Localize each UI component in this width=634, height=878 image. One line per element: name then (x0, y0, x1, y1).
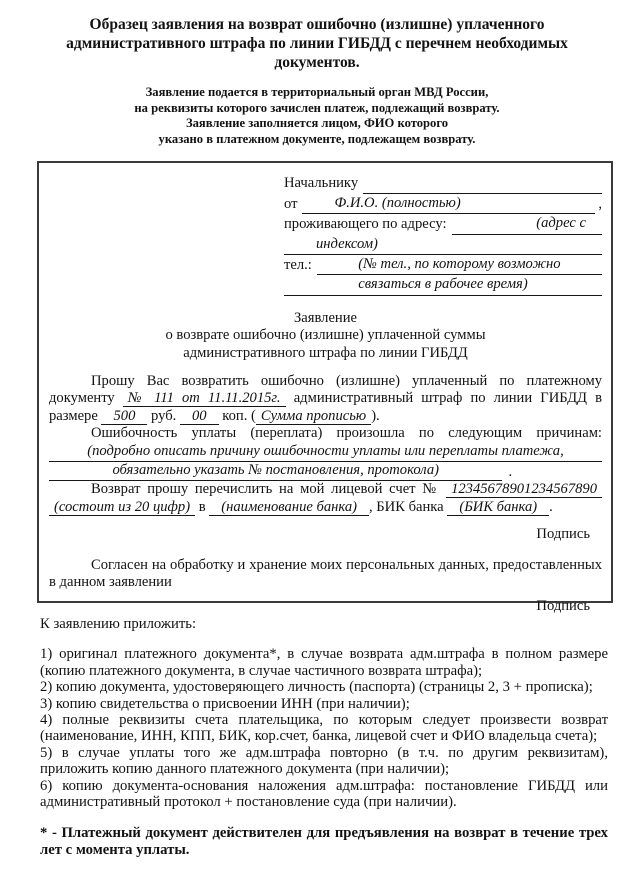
addressee-block (284, 174, 602, 295)
attachment-item: 5) в случае уплаты того же адм.штрафа повторно (в т.ч. по другим реквизитам), приложить копию данного платежного документа (при наличии); (40, 744, 608, 778)
addressee-chief-line (284, 174, 602, 193)
reason-paragraph: Ошибочность уплаты (переплата) произошла по следующим причинам: (91, 425, 602, 442)
reason-blank-line1 (49, 443, 602, 462)
attachment-item: 3) копию свидетельства о присвоении ИНН (при наличии); (40, 695, 410, 712)
attachment-item: 4) полные реквизиты счета плательщика, по которым следует произвести возврат (наименование, ИНН, КПП, БИК, кор.счет, банка, лицевой счет и ФИО владельца счета); (40, 712, 608, 745)
instruction-note (0, 85, 634, 147)
validity-footnote: * - Платежный документ действителен для предъявления на возврат в течение трех лет с момента уплаты. (40, 825, 608, 859)
title-line: документов. (274, 54, 360, 71)
attachment-item: 6) копию документа-основания наложения адм.штрафа: постановление ГИБДД или административный протокол + постановление суда (при наличии). (40, 777, 608, 811)
account-number-blank: 12345678901234567890 (446, 481, 602, 498)
from-line-comma: , (598, 195, 602, 212)
title-line: административного штрафа по линии ГИБДД с перечнем необходимых (66, 35, 568, 52)
phone-blank-2: связаться в рабочее время) (284, 275, 602, 295)
address-blank-2: индексом) (284, 235, 602, 255)
request-text: ). (371, 407, 380, 424)
request-text: административный штраф по линии ГИБДД в размере (49, 390, 602, 424)
attachment-item: 1) оригинал платежного документа*, в случае возврата адм.штрафа в полном размере (копию платежного документа, в случае частичного возврата штрафа); (40, 646, 608, 679)
attachment-item: 2) копию документа, удостоверяющего личность (паспорта) (страницы 2, 3 + прописка); (40, 679, 593, 696)
payment-doc-ref-blank: № 111 от 11.11.2015г. (123, 390, 286, 407)
application-form-box (37, 161, 613, 615)
consent-paragraph: Согласен на обработку и хранение моих персональных данных, предоставленных в данном заявлении (49, 556, 602, 591)
address-label: проживающего по адресу: (284, 216, 447, 233)
transfer-text: , БИК банка (369, 498, 444, 515)
addressee-from-line (284, 194, 602, 214)
note-line: на реквизиты которого зачислен платеж, подлежащий возврату. (134, 100, 500, 115)
addressee-phone-line (284, 255, 602, 275)
amount-kop-blank: 00 (180, 408, 219, 425)
reason-blank: (подробно описать причину ошибочности уплаты или переплаты платежа, (49, 443, 602, 462)
attachments-section (40, 616, 608, 810)
amount-words-blank: Сумма прописью (256, 408, 371, 425)
transfer-text: в (198, 498, 206, 515)
reason-period: . (508, 464, 513, 481)
addressee-phone-line2 (284, 275, 602, 295)
phone-label: тел.: (284, 257, 312, 273)
note-line: Заявление подается в территориальный орган МВД России, (145, 85, 489, 99)
subject-line: о возврате ошибочно (излишне) уплаченной суммы (165, 327, 486, 344)
from-label: от (284, 195, 298, 212)
attachments-heading: К заявлению приложить: (40, 616, 197, 633)
transfer-text: . (549, 498, 553, 515)
chief-label: Начальнику (284, 175, 359, 192)
subject-line: Заявление (293, 309, 358, 326)
bik-blank: (БИК банка) (447, 499, 549, 516)
request-text: Прошу Вас возвратить ошибочно (излишне) уплаченный по платежному документу (49, 373, 602, 407)
title-line: Образец заявления на возврат ошибочно (излишне) уплаченного (89, 16, 545, 33)
reason-blank-2: обязательно указать № постановления, протокола) (49, 462, 502, 481)
request-text: руб. (151, 407, 177, 424)
account-note-blank: (состоит из 20 цифр) (49, 499, 195, 516)
signature-label: Подпись (536, 526, 590, 543)
attachments-list (40, 646, 608, 810)
note-line: Заявление заполняется лицом, ФИО которого (185, 116, 449, 131)
reason-blank-line2 (49, 462, 602, 481)
document-title (0, 15, 634, 72)
request-paragraph (49, 373, 602, 425)
fio-blank: Ф.И.О. (полностью) (302, 194, 595, 214)
addressee-address-line (284, 214, 602, 234)
note-line: указано в платежном документе, подлежащем возврату. (158, 131, 476, 146)
address-blank: (адрес с (452, 214, 602, 234)
signature-label-2: Подпись (536, 598, 590, 615)
chief-name-blank (363, 174, 602, 193)
phone-blank: (№ тел., по которому возможно (317, 255, 602, 275)
document-page (0, 15, 634, 878)
transfer-text: Возврат прошу перечислить на мой лицевой счет № (91, 481, 440, 498)
request-text: коп. ( (222, 407, 256, 424)
form-subject (49, 310, 602, 362)
addressee-address-line2 (284, 235, 602, 255)
bank-name-blank: (наименование банка) (209, 499, 369, 516)
amount-rub-blank: 500 (101, 408, 147, 425)
subject-line: административного штрафа по линии ГИБДД (183, 344, 468, 361)
transfer-paragraph (49, 481, 602, 516)
